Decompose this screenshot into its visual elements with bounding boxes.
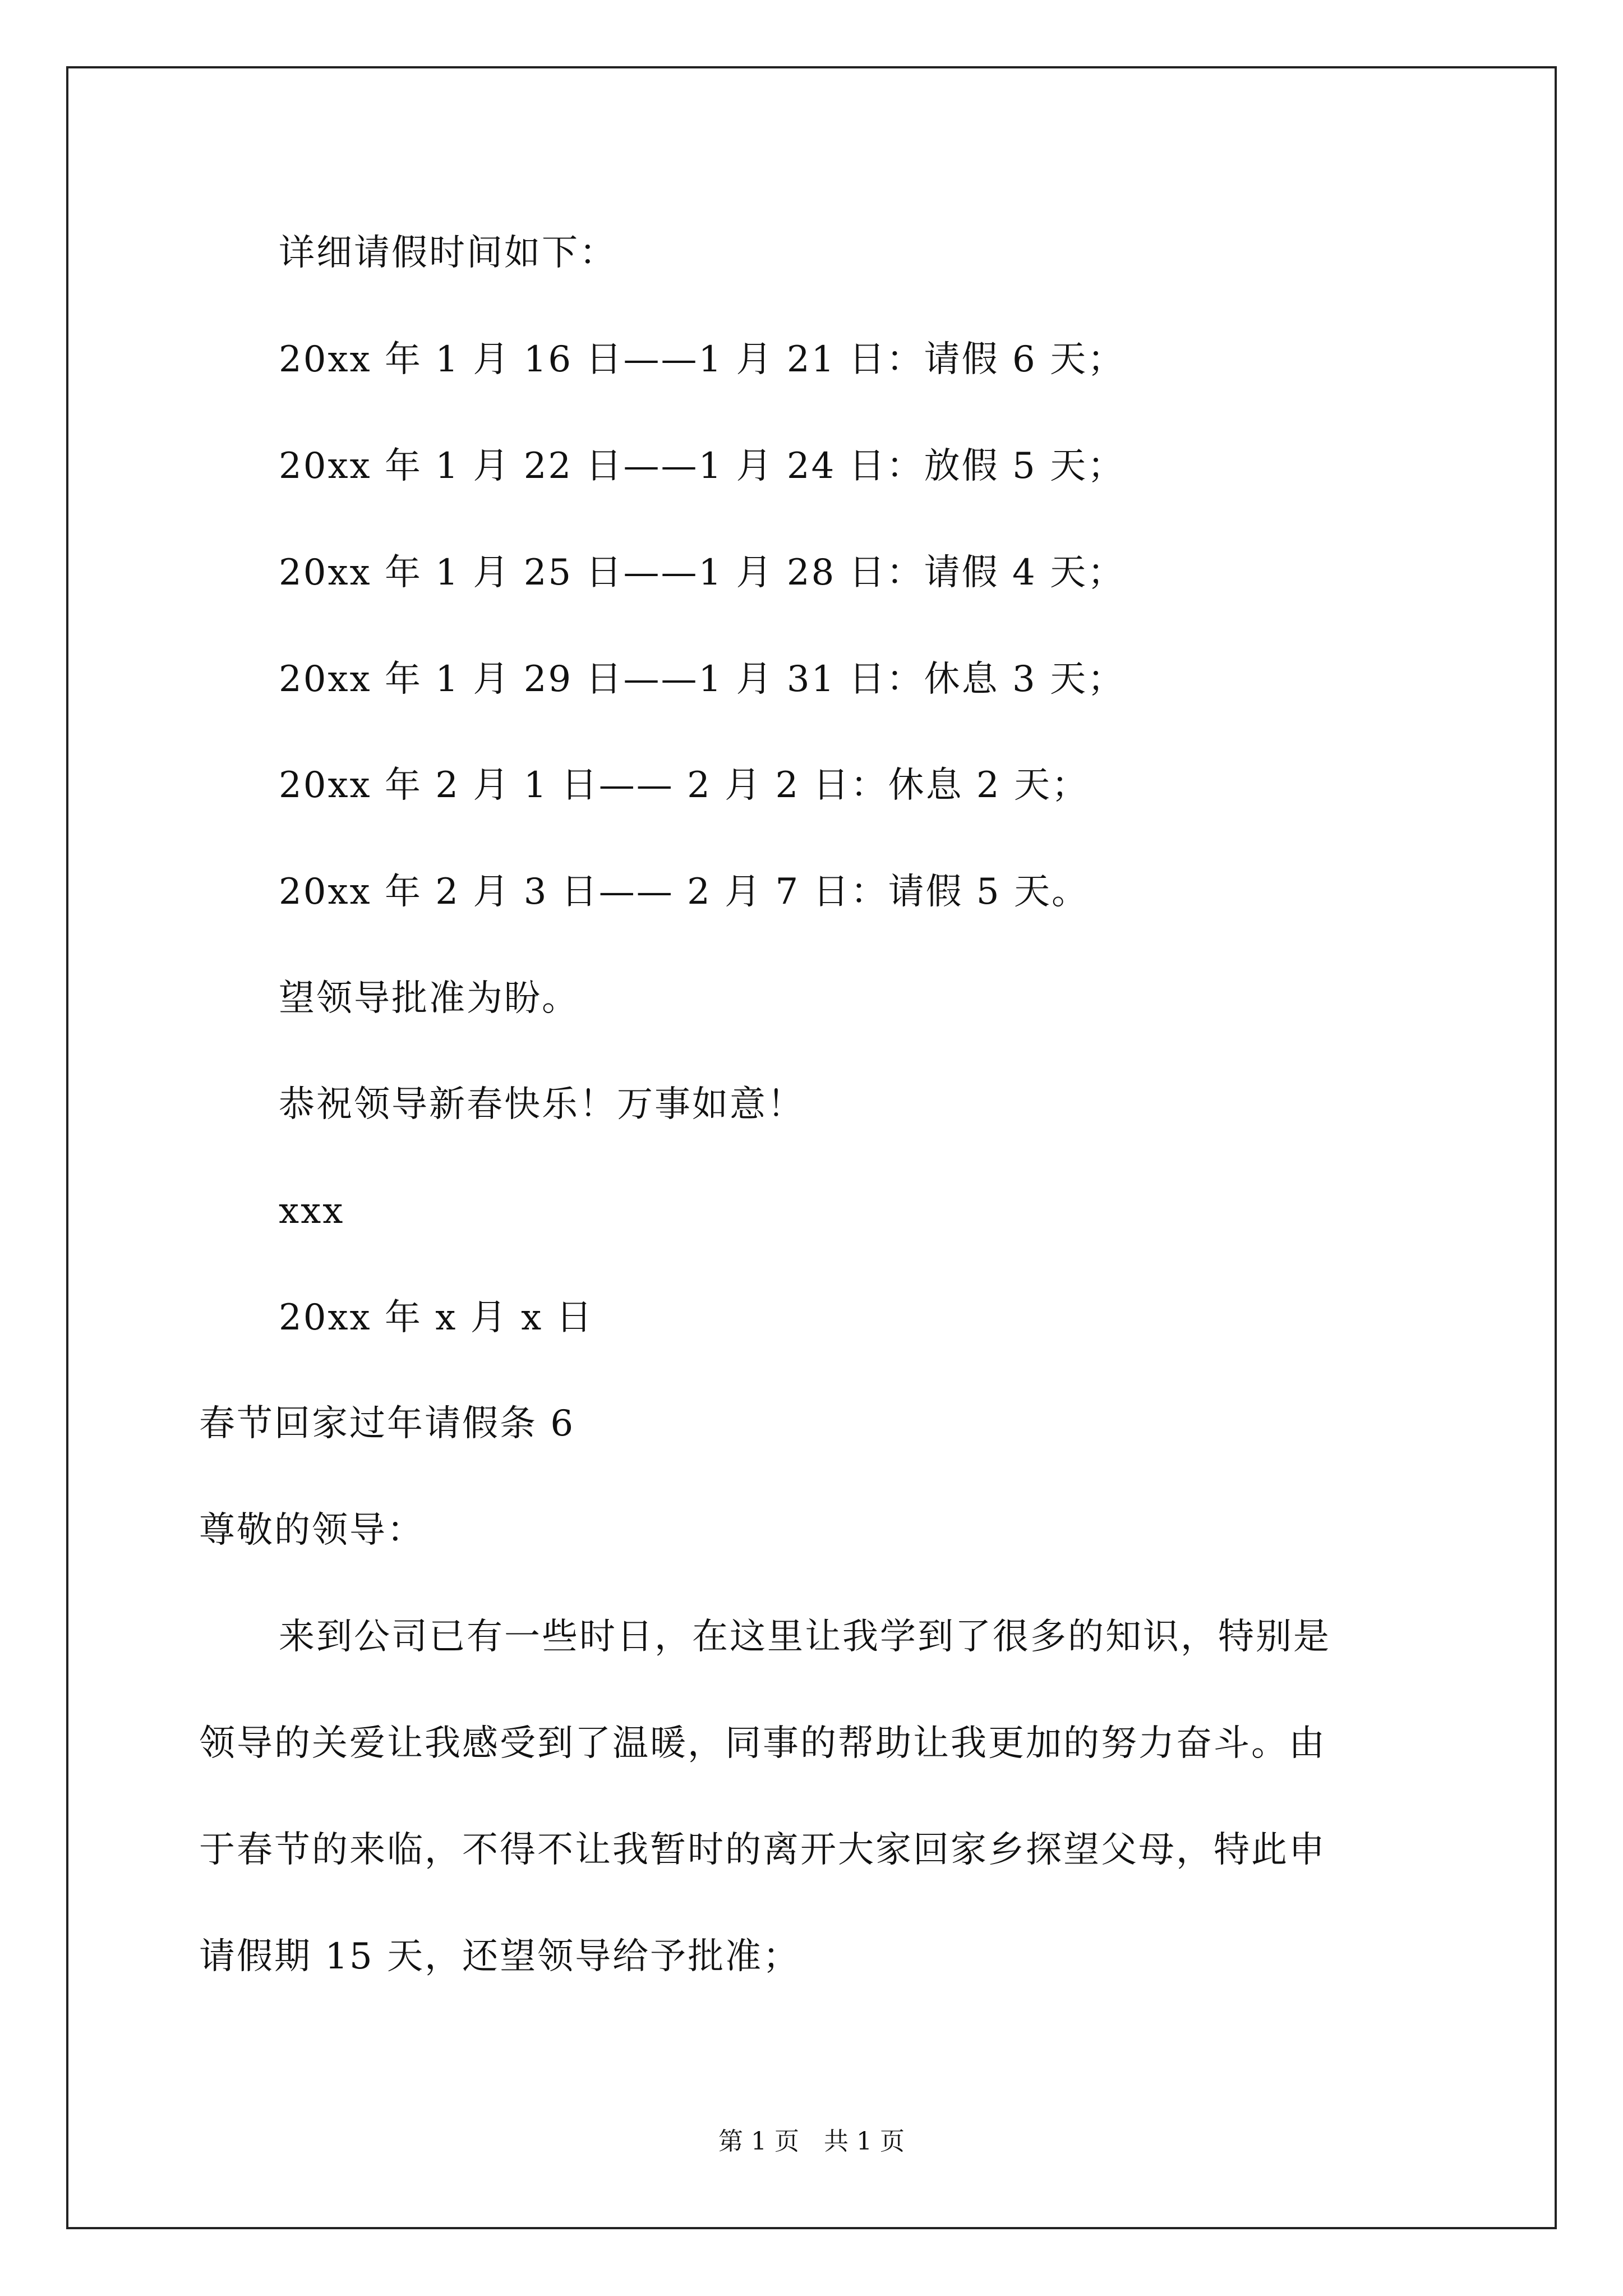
leave-period-line: 20xx 年 2 月 3 日—— 2 月 7 日：请假 5 天。 bbox=[279, 871, 1089, 913]
leave-period-line: 20xx 年 2 月 1 日—— 2 月 2 日：休息 2 天； bbox=[279, 765, 1089, 806]
signature-name: xxx bbox=[279, 1190, 345, 1232]
leave-details-heading: 详细请假时间如下： bbox=[279, 232, 617, 274]
salutation: 尊敬的领导： bbox=[199, 1510, 425, 1551]
leave-period-line: 20xx 年 1 月 16 日——1 月 21 日：请假 6 天； bbox=[279, 339, 1126, 380]
greeting-line: 恭祝领导新春快乐！万事如意！ bbox=[279, 1084, 805, 1125]
page-border bbox=[66, 66, 1557, 2229]
body-paragraph-line: 来到公司已有一些时日，在这里让我学到了很多的知识，特别是 bbox=[279, 1616, 1331, 1658]
body-paragraph-line: 请假期 15 天，还望领导给予批准； bbox=[199, 1936, 801, 1977]
page-footer: 第 1 页 共 1 页 bbox=[718, 2127, 905, 2156]
leave-period-line: 20xx 年 1 月 22 日——1 月 24 日：放假 5 天； bbox=[279, 445, 1126, 487]
section-title: 春节回家过年请假条 6 bbox=[199, 1403, 575, 1444]
leave-period-line: 20xx 年 1 月 25 日——1 月 28 日：请假 4 天； bbox=[279, 552, 1126, 593]
leave-period-line: 20xx 年 1 月 29 日——1 月 31 日：休息 3 天； bbox=[279, 659, 1126, 700]
body-paragraph-line: 领导的关爱让我感受到了温暖，同事的帮助让我更加的努力奋斗。由 bbox=[199, 1723, 1326, 1764]
signature-date: 20xx 年 x 月 x 日 bbox=[279, 1297, 594, 1338]
body-paragraph-line: 于春节的来临，不得不让我暂时的离开大家回家乡探望父母，特此申 bbox=[199, 1829, 1326, 1871]
approval-request-line: 望领导批准为盼。 bbox=[279, 978, 579, 1019]
